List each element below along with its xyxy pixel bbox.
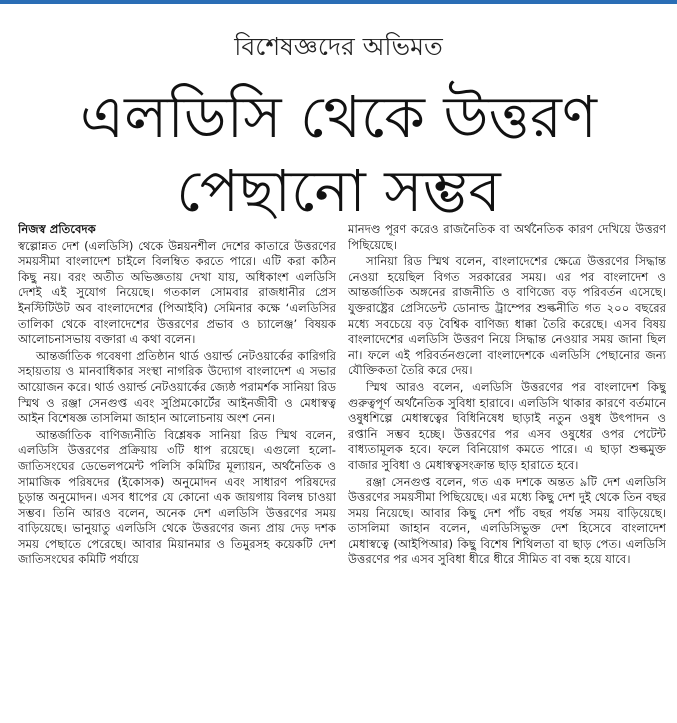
paragraph: স্বল্পোন্নত দেশ (এলডিসি) থেকে উন্নয়নশীল দেশের কাতারে উত্তরণের সময়সীমা বাংলাদেশ চাইলে বিলম্বিত করতে পারে। এটি করা কঠিন কিছু নয়। বরং অতীত অভিজ্ঞতায় দেখা যায়, অধিকাংশ এলডিসি দেশই এই সুযোগ নিয়েছে। গতকাল সোমবার রাজধানীর প্রেস ইনস্টিটিউট অব বাংলাদেশের (পিআইবি) সেমিনার কক্ষে ‘এলডিসির তালিকা থেকে বাংলাদেশের উত্তরণের প্রভাব ও চ্যালেঞ্জ’ বিষয়ক আলোচনাসভায় বক্তারা এ কথা বলেন।	[18, 238, 336, 347]
paragraph: সানিয়া রিড স্মিথ বলেন, বাংলাদেশের ক্ষেত্রে উত্তরণের সিদ্ধান্ত নেওয়া হয়েছিল বিগত সরকারের সময়। এর পর বাংলাদেশ ও আন্তর্জাতিক অঙ্গনের রাজনীতি ও বাণিজ্যে বড় পরিবর্তন এসেছে। যুক্তরাষ্ট্রের প্রেসিডেন্ট ডোনাল্ড ট্রাম্পের শুল্কনীতি গত ২০০ বছরের মধ্যে সবচেয়ে বড় বৈশ্বিক বাণিজ্য ধাক্কা তৈরি করেছে। এসব বিষয় বাংলাদেশের এলডিসি উত্তরণ নিয়ে সিদ্ধান্ত নেওয়ার সময় জানা ছিল না। ফলে এই পরিবর্তনগুলো বাংলাদেশকে এলডিসি পেছানোর জন্য যৌক্তিকতা তৈরি করে দেয়।	[348, 254, 666, 378]
headline-line-1: এলডিসি থেকে উত্তরণ	[79, 83, 597, 151]
paragraph: রঞ্জা সেনগুপ্ত বলেন, গত এক দশকে অন্তত ৯টি দেশ এলডিসি উত্তরণের সময়সীমা পিছিয়েছে। এর মধ্যে কিছু দেশ দুই থেকে তিন বছর সময় নিয়েছে। আবার কিছু দেশ পাঁচ বছর পর্যন্ত সময় বাড়িয়েছে। তাসলিমা জাহান বলেন, এলডিসিভুক্ত দেশ হিসেবে বাংলাদেশ মেধাস্বত্বে (আইপিআর) কিছু বিশেষ শিথিলতা বা ছাড় পেত। এলডিসি উত্তরণের পর এসব সুবিধা ধীরে ধীরে সীমিত বা বন্ধ হয়ে যাবে।	[348, 474, 666, 567]
byline-text: নিজস্ব প্রতিবেদক	[18, 222, 96, 236]
headline-line-2: পেছানো সম্ভব	[176, 157, 501, 225]
byline	[18, 222, 336, 238]
right-column	[348, 222, 666, 712]
paragraph: মানদণ্ড পূরণ করেও রাজনৈতিক বা অর্থনৈতিক কারণ দেখিয়ে উত্তরণ পিছিয়েছে।	[348, 222, 666, 252]
article-kicker: বিশেষজ্ঞদের অভিমত	[234, 32, 443, 61]
article-body	[18, 222, 666, 712]
left-column	[18, 222, 336, 712]
paragraph: আন্তর্জাতিক গবেষণা প্রতিষ্ঠান থার্ড ওয়ার্ল্ড নেটওয়ার্কের কারিগরি সহায়তায় ও মানবাধিকার সংস্থা নাগরিক উদ্যোগ বাংলাদেশ এ সভার আয়োজন করে। থার্ড ওয়ার্ল্ড নেটওয়ার্কের জ্যেষ্ঠ পরামর্শক সানিয়া রিড স্মিথ ও রঞ্জা সেনগুপ্ত এবং সুপ্রিমকোর্টের আইনজীবী ও মেধাস্বত্ব আইন বিশেষজ্ঞ তাসলিমা জাহান আলোচনায় অংশ নেন।	[18, 348, 336, 426]
top-accent-bar	[0, 0, 677, 4]
paragraph: আন্তর্জাতিক বাণিজ্যনীতি বিশ্লেষক সানিয়া রিড স্মিথ বলেন, এলডিসি উত্তরণের প্রক্রিয়ায় ৩টি ধাপ রয়েছে। এগুলো হলো- জাতিসংঘের ডেভেলপমেন্ট পলিসি কমিটির মূল্যায়ন, অর্থনৈতিক ও সামাজিক পরিষদের (ইকোসক) অনুমোদন এবং সাধারণ পরিষদের চূড়ান্ত অনুমোদন। এসব ধাপের যে কোনো এক জায়গায় বিলম্ব চাওয়া সম্ভব। তিনি আরও বলেন, অনেক দেশ এলডিসি উত্তরণের সময় বাড়িয়েছে। ভানুয়াতু এলডিসি থেকে উত্তরণের জন্য প্রায় দেড় দশক সময় পেছাতে পেরেছে। আবার মিয়ানমার ও তিমুরসহ কয়েকটি দেশ জাতিসংঘের কমিটি পর্যায়ে	[18, 427, 336, 567]
paragraph: স্মিথ আরও বলেন, এলডিসি উত্তরণের পর বাংলাদেশ কিছু গুরুত্বপূর্ণ অর্থনৈতিক সুবিধা হারাবে। এলডিসি থাকার কারণে বর্তমানে ওষুধশিল্পে মেধাস্বত্বের বিধিনিষেধ ছাড়াই নতুন ওষুধ উৎপাদন ও রপ্তানি সম্ভব হচ্ছে। উত্তরণের পর এসব ওষুধের ওপর পেটেন্ট বাধ্যতামূলক হবে। ফলে বিনিয়োগ কমতে পারে। এ ছাড়া শুল্কমুক্ত বাজার সুবিধা ও মেধাস্বত্বসংক্রান্ত ছাড় হারাতে হবে।	[348, 379, 666, 472]
